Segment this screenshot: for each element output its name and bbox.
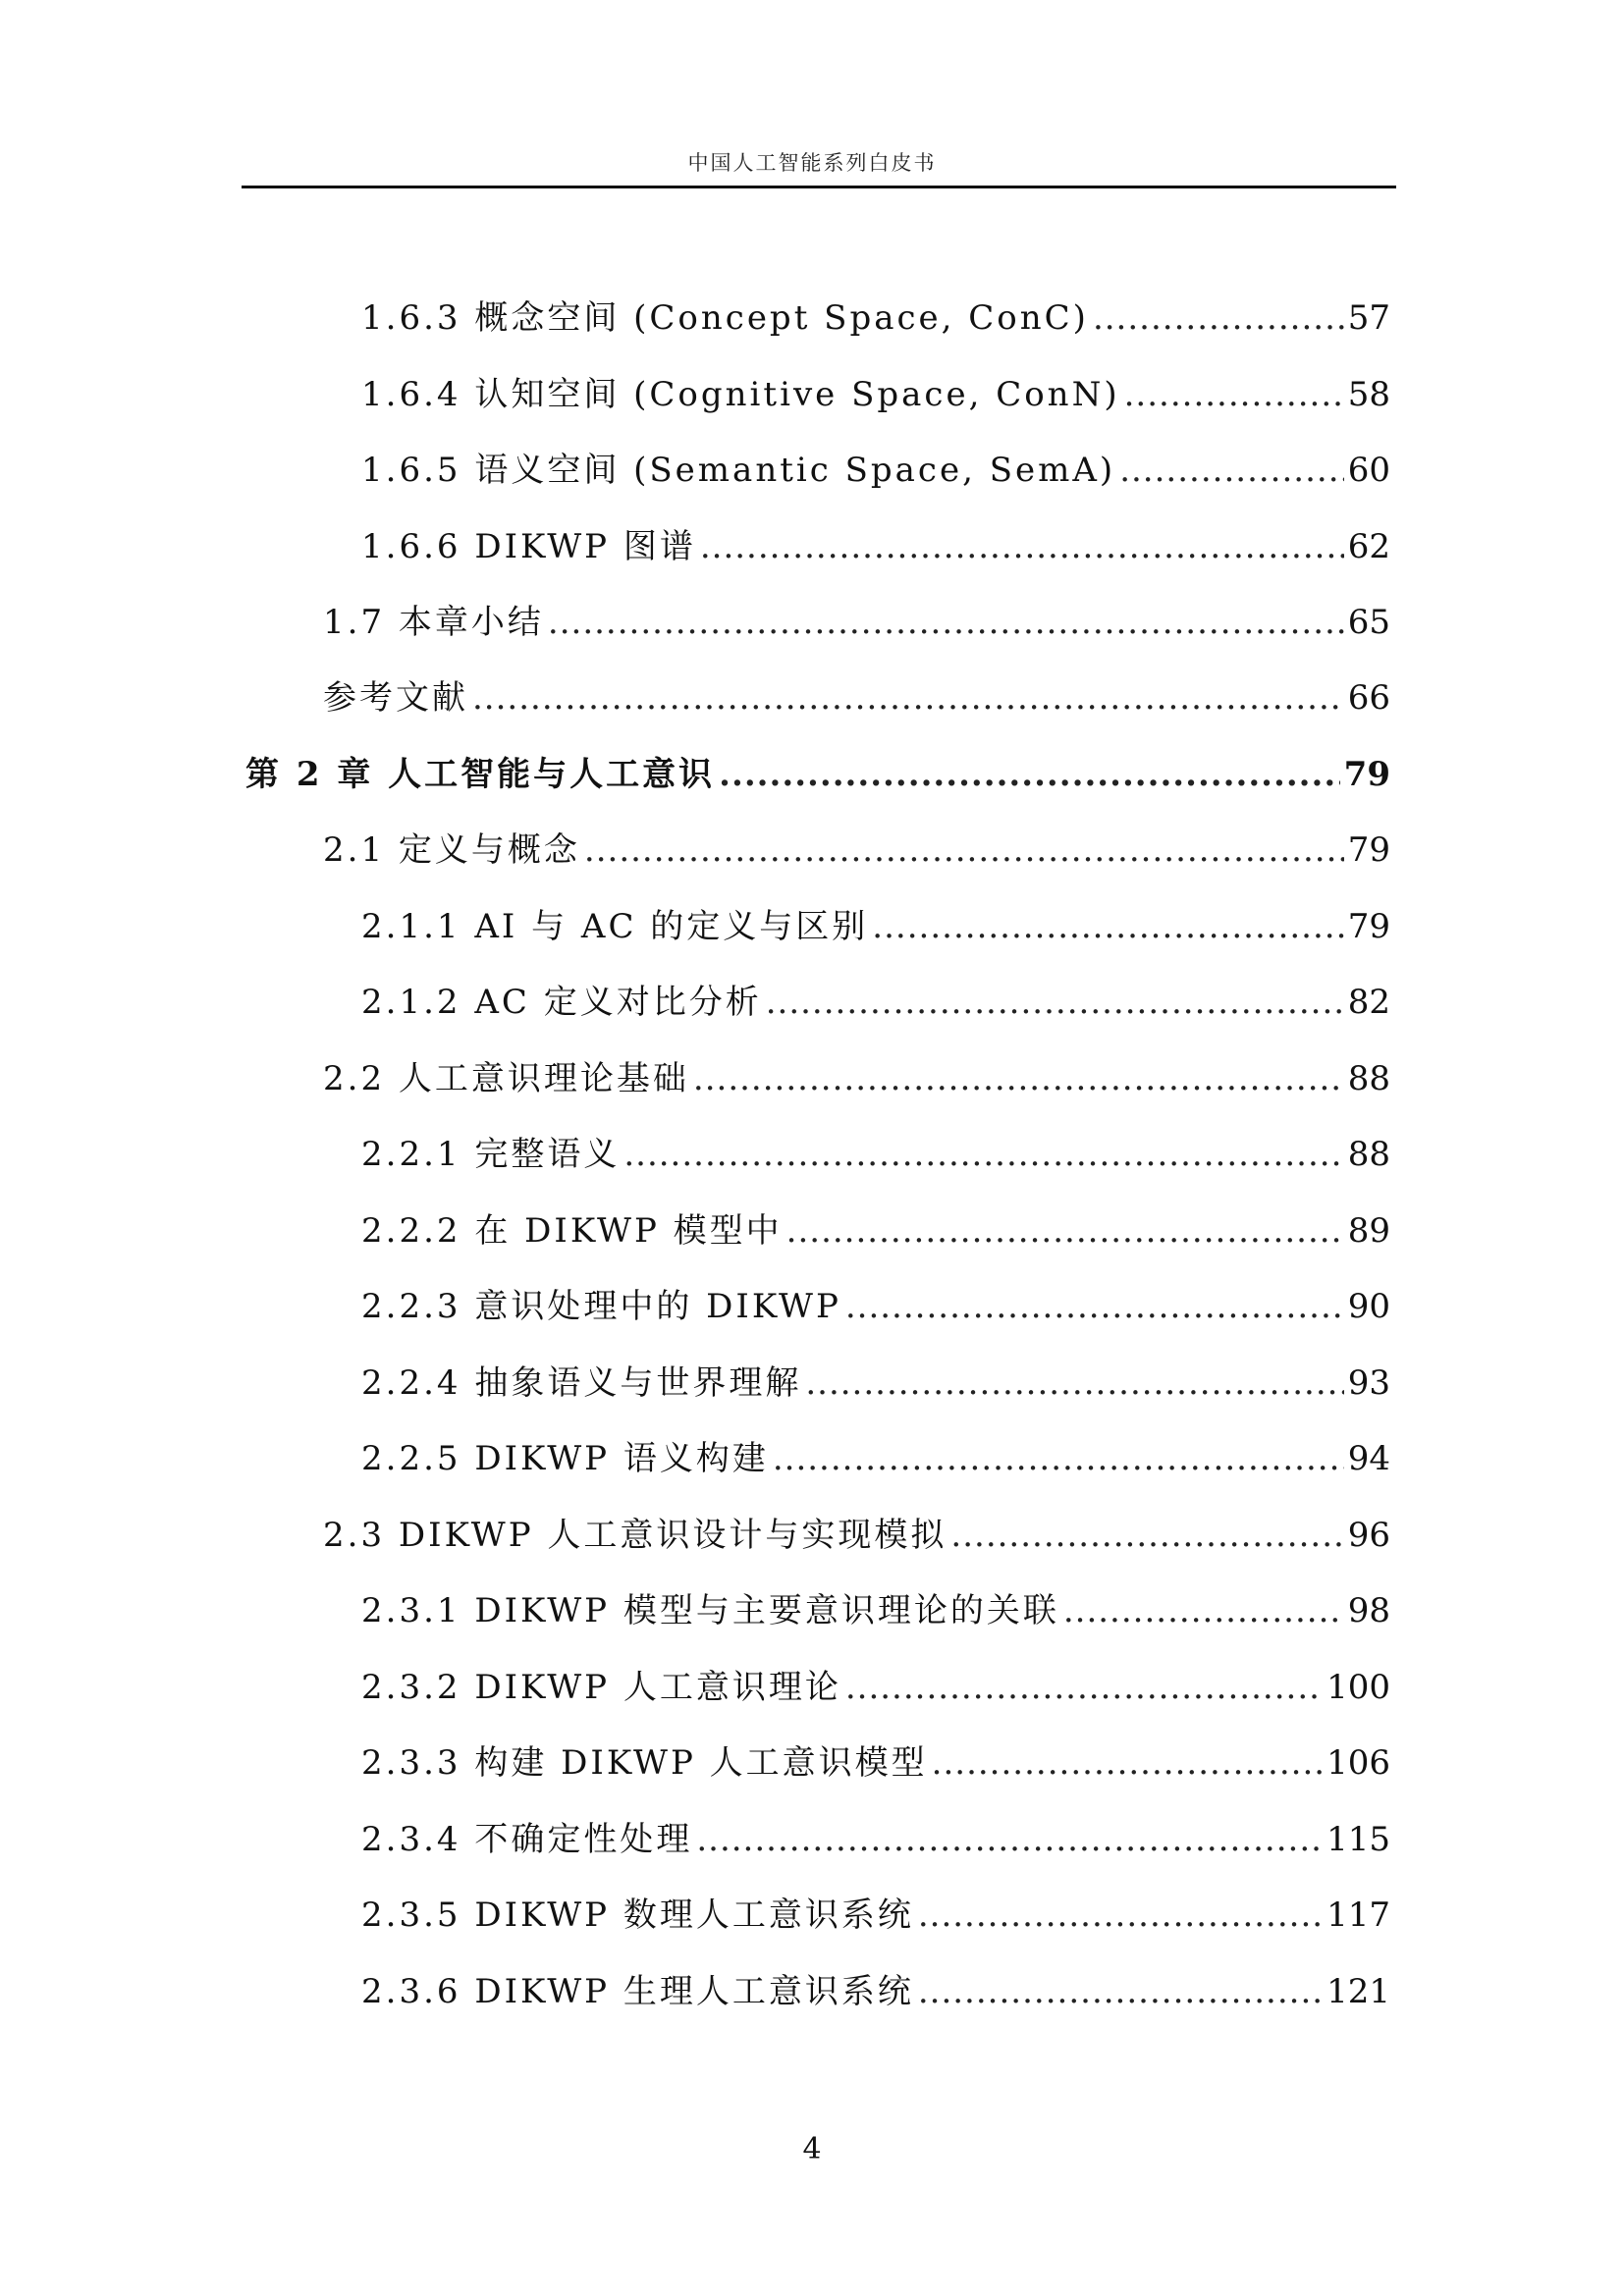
dot-leader — [918, 1893, 1323, 1938]
toc-entry-title: 1.7 本章小结 — [323, 603, 544, 642]
toc-entry-page: 121 — [1326, 1972, 1390, 2011]
dot-leader — [700, 524, 1344, 569]
dot-leader — [1119, 448, 1344, 493]
dot-leader — [472, 675, 1344, 721]
toc-entry[interactable] — [361, 1208, 1390, 1254]
toc-entry-page: 58 — [1347, 375, 1390, 414]
dot-leader — [719, 752, 1340, 797]
toc-chapter-entry[interactable] — [245, 752, 1390, 797]
toc-entry-title: 1.6.6 DIKWP 图谱 — [361, 527, 696, 566]
toc-entry[interactable] — [323, 1056, 1390, 1101]
toc-entry[interactable] — [361, 1817, 1390, 1862]
toc-entry[interactable] — [361, 524, 1390, 569]
toc-entry-page: 57 — [1347, 298, 1390, 338]
toc-entry[interactable] — [361, 1969, 1390, 2014]
toc-entry-page: 60 — [1347, 451, 1390, 490]
toc-entry-title: 第 2 章 人工智能与人工意识 — [245, 755, 716, 794]
dot-leader — [950, 1513, 1343, 1558]
toc-entry-page: 88 — [1347, 1135, 1390, 1174]
toc-entry-page: 88 — [1347, 1059, 1390, 1098]
toc-entry-title: 2.2.1 完整语义 — [361, 1135, 621, 1174]
toc-entry-title: 2.1.1 AI 与 AC 的定义与区别 — [361, 907, 869, 946]
toc-entry-title: 2.3 DIKWP 人工意识设计与实现模拟 — [323, 1516, 947, 1555]
toc-entry-page: 96 — [1347, 1516, 1390, 1555]
toc-entry[interactable] — [323, 1513, 1390, 1558]
dot-leader — [766, 980, 1344, 1025]
toc-entry-page: 94 — [1347, 1439, 1390, 1478]
toc-entry-page: 100 — [1326, 1668, 1390, 1707]
page-number: 4 — [802, 2132, 822, 2166]
toc-entry[interactable] — [361, 1436, 1390, 1481]
toc-entry-title: 2.2 人工意识理论基础 — [323, 1059, 689, 1098]
toc-entry-title: 2.2.4 抽象语义与世界理解 — [361, 1363, 802, 1403]
toc-entry[interactable] — [361, 1740, 1390, 1786]
toc-entry[interactable] — [361, 295, 1390, 341]
toc-entry[interactable] — [361, 1361, 1390, 1406]
dot-leader — [805, 1361, 1343, 1406]
toc-entry-title: 2.3.6 DIKWP 生理人工意识系统 — [361, 1972, 914, 2011]
toc-entry-title: 2.3.3 构建 DIKWP 人工意识模型 — [361, 1743, 928, 1783]
dot-leader — [1124, 372, 1344, 417]
toc-entry-title: 参考文献 — [323, 678, 468, 718]
toc-entry-page: 106 — [1326, 1743, 1390, 1783]
toc-entry[interactable] — [323, 828, 1390, 873]
dot-leader — [918, 1969, 1323, 2014]
toc-entry-page: 62 — [1347, 527, 1390, 566]
toc-entry-title: 2.1 定义与概念 — [323, 830, 580, 870]
toc-entry-title: 1.6.4 认知空间 (Cognitive Space, ConN) — [361, 375, 1120, 414]
toc-entry[interactable] — [361, 1893, 1390, 1938]
toc-entry[interactable] — [361, 1665, 1390, 1710]
dot-leader — [845, 1665, 1323, 1710]
toc-entry-title: 2.3.2 DIKWP 人工意识理论 — [361, 1668, 841, 1707]
dot-leader — [548, 600, 1344, 645]
dot-leader — [845, 1284, 1344, 1329]
dot-leader — [786, 1208, 1344, 1254]
toc-entry-title: 2.3.5 DIKWP 数理人工意识系统 — [361, 1896, 914, 1935]
dot-leader — [1063, 1588, 1344, 1633]
toc-entry-title: 2.1.2 AC 定义对比分析 — [361, 983, 762, 1022]
toc-entry[interactable] — [361, 1284, 1390, 1329]
toc-entry-page: 89 — [1347, 1211, 1390, 1251]
toc-entry[interactable] — [361, 448, 1390, 493]
toc-entry-title: 2.3.4 不确定性处理 — [361, 1820, 693, 1859]
toc-entry-page: 79 — [1347, 907, 1390, 946]
toc-entry[interactable] — [361, 1588, 1390, 1633]
toc-entry[interactable] — [323, 600, 1390, 645]
dot-leader — [623, 1132, 1343, 1177]
toc-entry[interactable] — [361, 372, 1390, 417]
toc-entry-page: 115 — [1326, 1820, 1390, 1859]
dot-leader — [773, 1436, 1344, 1481]
dot-leader — [696, 1817, 1323, 1862]
toc-entry-title: 2.2.3 意识处理中的 DIKWP — [361, 1287, 841, 1326]
toc-entry-page: 66 — [1347, 678, 1390, 718]
toc-entry[interactable] — [323, 675, 1390, 721]
toc-entry-page: 90 — [1347, 1287, 1390, 1326]
toc-entry-page: 79 — [1347, 830, 1390, 870]
toc-entry[interactable] — [361, 904, 1390, 949]
toc-entry[interactable] — [361, 980, 1390, 1025]
toc-entry-title: 2.3.1 DIKWP 模型与主要意识理论的关联 — [361, 1591, 1059, 1630]
toc-entry-title: 1.6.5 语义空间 (Semantic Space, SemA) — [361, 451, 1116, 490]
toc-entry-page: 117 — [1326, 1896, 1390, 1935]
toc-entry-page: 93 — [1347, 1363, 1390, 1403]
toc-entry-title: 2.2.2 在 DIKWP 模型中 — [361, 1211, 783, 1251]
dot-leader — [693, 1056, 1344, 1101]
toc-entry-page: 65 — [1347, 603, 1390, 642]
running-header-title: 中国人工智能系列白皮书 — [687, 151, 937, 175]
dot-leader — [1093, 295, 1344, 341]
toc-entry-title: 1.6.3 概念空间 (Concept Space, ConC) — [361, 298, 1089, 338]
toc-entry[interactable] — [361, 1132, 1390, 1177]
dot-leader — [872, 904, 1343, 949]
dot-leader — [584, 828, 1344, 873]
dot-leader — [932, 1740, 1323, 1786]
toc-entry-page: 82 — [1347, 983, 1390, 1022]
toc-entry-title: 2.2.5 DIKWP 语义构建 — [361, 1439, 769, 1478]
toc-entry-page: 79 — [1343, 755, 1390, 794]
toc-entry-page: 98 — [1347, 1591, 1390, 1630]
